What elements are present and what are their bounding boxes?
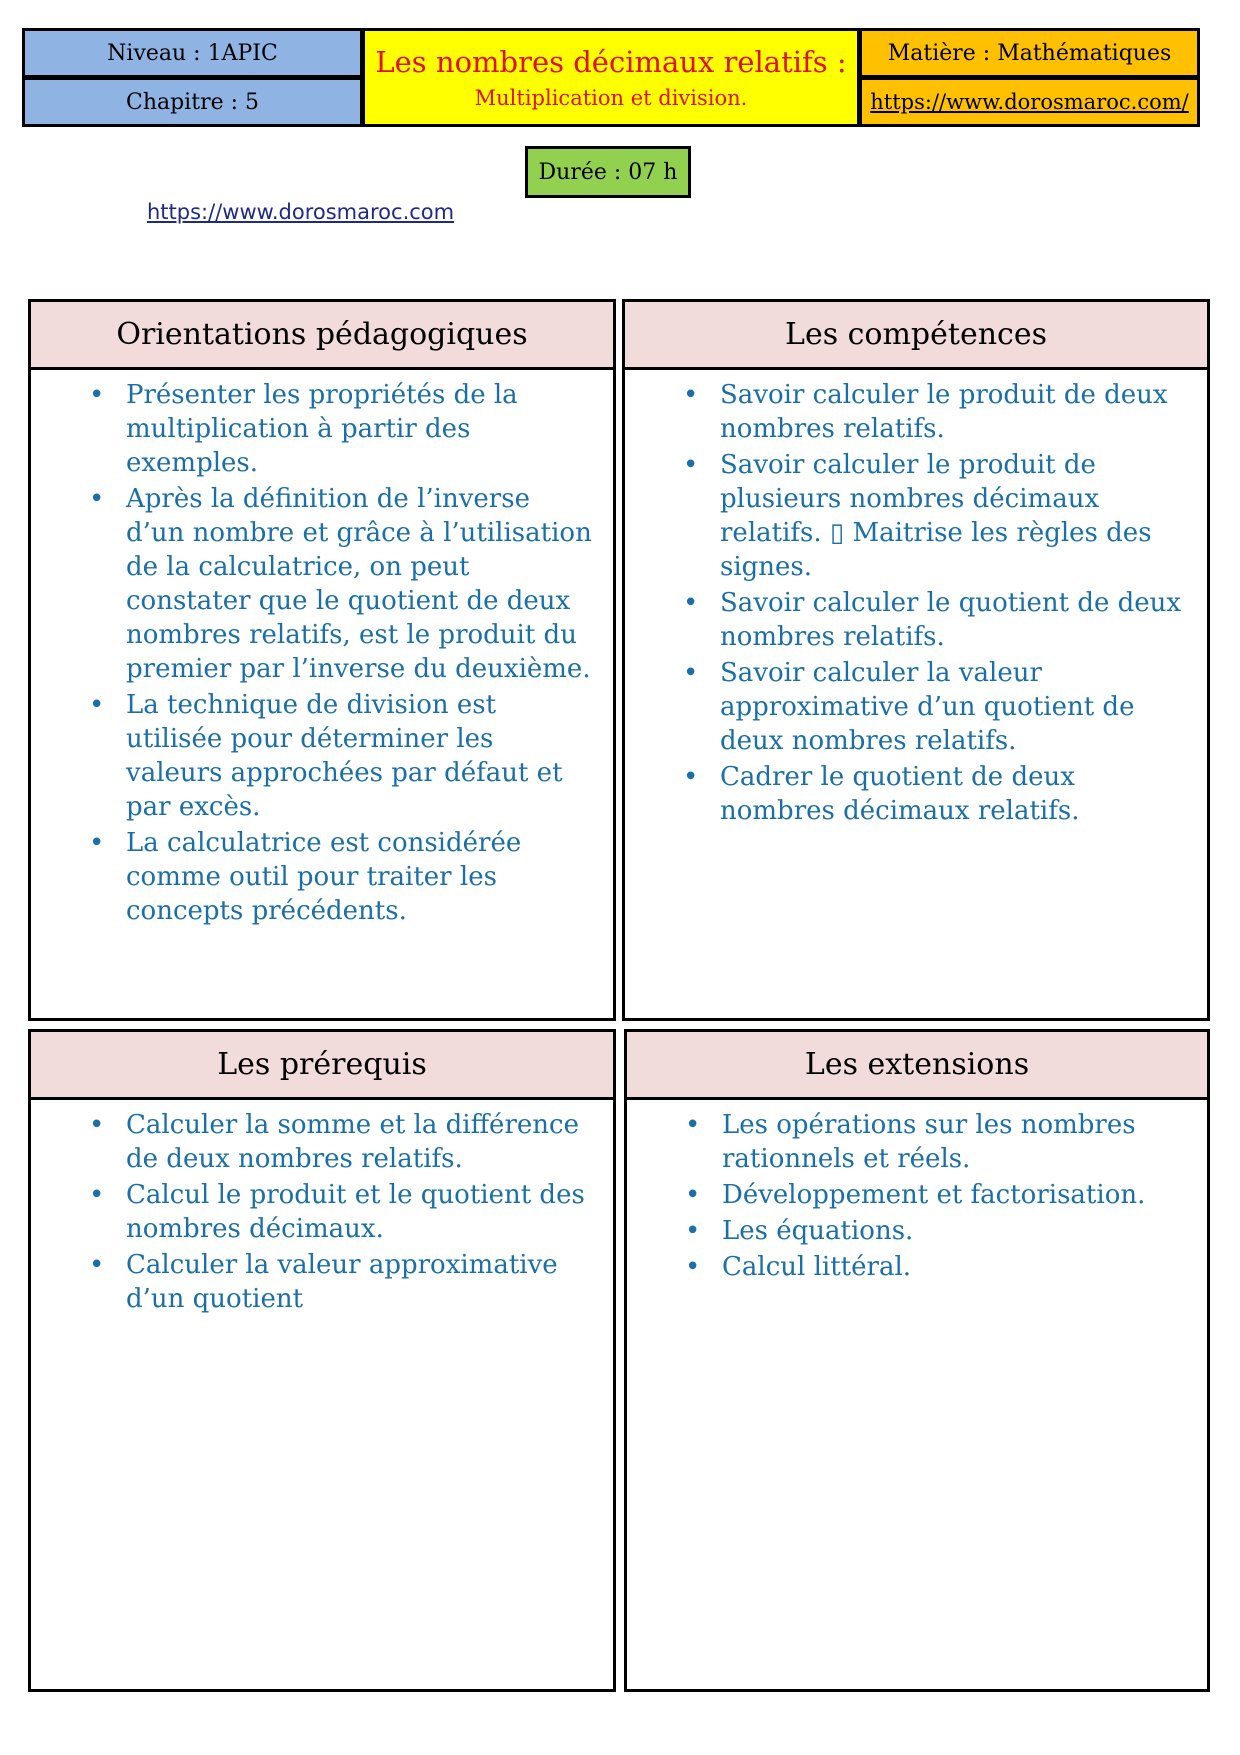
page-title: Les nombres décimaux relatifs :	[375, 44, 847, 79]
link-cell	[859, 77, 1200, 127]
list-item: • Calcul le produit et le quotient des nombres décimaux.	[126, 1178, 613, 1246]
list-item: • Savoir calculer le produit de deux nombres relatifs.	[720, 378, 1207, 446]
page-subtitle: Multiplication et division.	[474, 85, 748, 110]
list-item: • Développement et factorisation.	[722, 1178, 1207, 1212]
list-item: • Savoir calculer le produit de plusieurs nombres décimaux relatifs. ▯ Maitrise les règles des signes.	[720, 448, 1207, 584]
title-cell	[362, 28, 860, 127]
orientations-list	[31, 370, 613, 928]
list-item: • Savoir calculer la valeur approximative d’un quotient de deux nombres relatifs.	[720, 656, 1207, 758]
chapitre-cell	[22, 77, 363, 127]
prerequis-title: Les prérequis	[31, 1032, 613, 1100]
matiere-cell	[859, 28, 1200, 78]
orientations-title: Orientations pédagogiques	[31, 302, 613, 370]
list-item: • Les équations.	[722, 1214, 1207, 1248]
extensions-list	[627, 1100, 1207, 1284]
extensions-title: Les extensions	[627, 1032, 1207, 1100]
competences-title: Les compétences	[625, 302, 1207, 370]
competences-list	[625, 370, 1207, 828]
extensions-panel	[624, 1029, 1210, 1692]
list-item: • La calculatrice est considérée comme outil pour traiter les concepts précédents.	[126, 826, 613, 928]
list-item: • Calculer la valeur approximative d’un quotient	[126, 1248, 613, 1316]
list-item: • Cadrer le quotient de deux nombres décimaux relatifs.	[720, 760, 1207, 828]
competences-panel	[622, 299, 1210, 1021]
header-site-link[interactable]: https://www.dorosmaroc.com/	[870, 90, 1189, 114]
list-item: • Savoir calculer le quotient de deux nombres relatifs.	[720, 586, 1207, 654]
list-item: • La technique de division est utilisée pour déterminer les valeurs approchées par défaut et par excès.	[126, 688, 613, 824]
orientations-panel	[28, 299, 616, 1021]
matiere-label: Matière : Mathématiques	[887, 40, 1172, 66]
niveau-cell	[22, 28, 363, 78]
list-item: • Les opérations sur les nombres rationnels et réels.	[722, 1108, 1207, 1176]
site-link[interactable]: https://www.dorosmaroc.com	[147, 200, 455, 224]
prerequis-list	[31, 1100, 613, 1316]
duree-badge	[525, 146, 691, 198]
list-item: • Calculer la somme et la différence de deux nombres relatifs.	[126, 1108, 613, 1176]
niveau-label: Niveau : 1APIC	[107, 40, 278, 66]
list-item: • Après la définition de l’inverse d’un nombre et grâce à l’utilisation de la calculatrice, on peut constater que le quotient de deux nombres relatifs, est le produit du premier par l’inverse du deuxième.	[126, 482, 613, 686]
duree-label: Durée : 07 h	[538, 159, 678, 185]
prerequis-panel	[28, 1029, 616, 1692]
chapitre-label: Chapitre : 5	[125, 89, 259, 115]
list-item: • Calcul littéral.	[722, 1250, 1207, 1284]
list-item: • Présenter les propriétés de la multiplication à partir des exemples.	[126, 378, 613, 480]
